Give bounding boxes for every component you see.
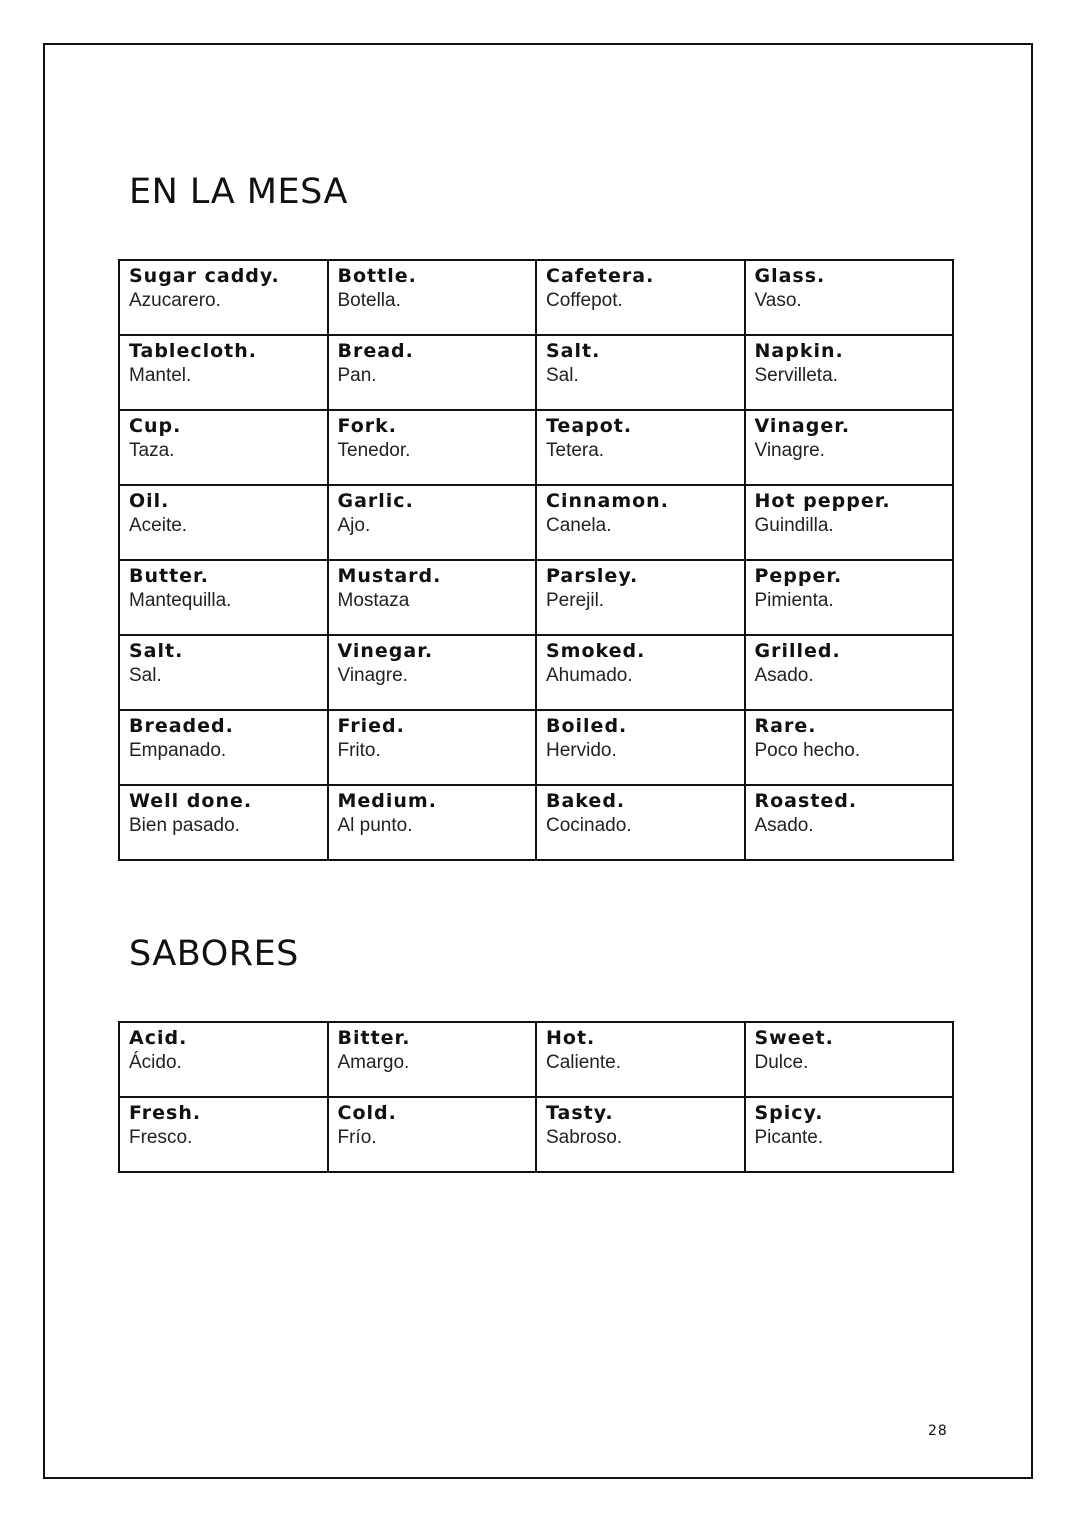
english-term: Baked. [546,790,626,812]
english-term: Cup. [129,415,182,437]
english-term: Sweet. [754,1027,834,1049]
vocab-cell [536,335,745,410]
english-term: Roasted. [754,790,858,812]
english-term: Hot pepper. [754,490,891,512]
english-term: Tasty. [546,1102,614,1124]
spanish-term: Mantel. [129,365,192,386]
vocab-cell [745,485,954,560]
vocab-cell [119,335,328,410]
section-title-sabores: SABORES [129,934,299,974]
table-row [119,1097,953,1172]
spanish-term: Picante. [754,1127,824,1148]
english-term: Breaded. [129,715,234,737]
spanish-term: Ácido. [129,1052,182,1073]
english-term: Pepper. [754,565,843,587]
english-term: Garlic. [337,490,414,512]
spanish-term: Cocinado. [546,815,632,836]
english-term: Vinegar. [337,640,434,662]
english-term: Well done. [129,790,253,812]
vocab-cell [745,1022,954,1097]
vocab-cell [536,785,745,860]
spanish-term: Canela. [546,515,612,536]
vocab-cell [536,1022,745,1097]
table-row [119,260,953,335]
table-sabores [118,1021,954,1173]
vocab-cell [536,635,745,710]
vocab-cell [119,1022,328,1097]
vocab-cell [328,1097,537,1172]
table-row [119,560,953,635]
spanish-term: Ajo. [337,515,371,536]
vocab-cell [119,260,328,335]
spanish-term: Empanado. [129,740,227,761]
table-row [119,335,953,410]
spanish-term: Asado. [754,665,814,686]
english-term: Glass. [754,265,826,287]
english-term: Mustard. [337,565,442,587]
english-term: Salt. [546,340,601,362]
english-term: Vinager. [754,415,851,437]
spanish-term: Pimienta. [754,590,834,611]
english-term: Rare. [754,715,817,737]
spanish-term: Al punto. [337,815,413,836]
vocab-cell [119,485,328,560]
vocab-cell [536,485,745,560]
spanish-term: Poco hecho. [754,740,861,761]
spanish-term: Perejil. [546,590,605,611]
vocab-cell [328,260,537,335]
english-term: Medium. [337,790,437,812]
english-term: Spicy. [754,1102,824,1124]
vocab-cell [536,710,745,785]
spanish-term: Sal. [546,365,579,386]
spanish-term: Vinagre. [754,440,825,461]
spanish-term: Pan. [337,365,377,386]
spanish-term: Dulce. [754,1052,809,1073]
spanish-term: Ahumado. [546,665,633,686]
spanish-term: Vaso. [754,290,802,311]
vocab-cell [119,710,328,785]
spanish-term: Aceite. [129,515,188,536]
spanish-term: Servilleta. [754,365,838,386]
spanish-term: Botella. [337,290,401,311]
spanish-term: Guindilla. [754,515,834,536]
vocab-cell [119,560,328,635]
english-term: Napkin. [754,340,844,362]
table-row [119,785,953,860]
table-row [119,635,953,710]
spanish-term: Mantequilla. [129,590,232,611]
page-number: 28 [928,1423,948,1439]
spanish-term: Mostaza [337,590,410,611]
english-term: Bread. [337,340,414,362]
spanish-term: Caliente. [546,1052,621,1073]
vocab-cell [536,410,745,485]
english-term: Boiled. [546,715,628,737]
vocab-cell [536,260,745,335]
english-term: Fork. [337,415,397,437]
spanish-term: Taza. [129,440,175,461]
vocab-cell [328,410,537,485]
spanish-term: Asado. [754,815,814,836]
english-term: Butter. [129,565,209,587]
table-row [119,485,953,560]
vocab-cell [328,485,537,560]
vocab-cell [328,785,537,860]
spanish-term: Fresco. [129,1127,193,1148]
spanish-term: Sal. [129,665,162,686]
english-term: Cinnamon. [546,490,669,512]
vocab-cell [745,785,954,860]
english-term: Cold. [337,1102,397,1124]
vocab-cell [328,1022,537,1097]
table-en-la-mesa [118,259,954,861]
english-term: Acid. [129,1027,188,1049]
spanish-term: Tenedor. [337,440,411,461]
english-term: Sugar caddy. [129,265,280,287]
vocab-cell [328,335,537,410]
english-term: Tablecloth. [129,340,257,362]
vocab-cell [745,410,954,485]
vocab-cell [745,1097,954,1172]
vocab-cell [745,635,954,710]
english-term: Bottle. [337,265,417,287]
english-term: Bitter. [337,1027,411,1049]
english-term: Smoked. [546,640,646,662]
spanish-term: Bien pasado. [129,815,240,836]
vocab-cell [745,335,954,410]
english-term: Oil. [129,490,170,512]
vocab-cell [119,410,328,485]
english-term: Fresh. [129,1102,202,1124]
vocab-cell [119,785,328,860]
spanish-term: Sabroso. [546,1127,623,1148]
vocab-cell [745,710,954,785]
spanish-term: Vinagre. [337,665,408,686]
vocab-cell [536,1097,745,1172]
table-row [119,710,953,785]
english-term: Teapot. [546,415,633,437]
english-term: Parsley. [546,565,639,587]
vocab-cell [119,635,328,710]
spanish-term: Hervido. [546,740,617,761]
vocab-cell [536,560,745,635]
spanish-term: Frío. [337,1127,377,1148]
english-term: Fried. [337,715,405,737]
table-row [119,410,953,485]
vocab-cell [119,1097,328,1172]
spanish-term: Tetera. [546,440,605,461]
vocab-cell [745,260,954,335]
english-term: Hot. [546,1027,596,1049]
vocab-cell [328,710,537,785]
spanish-term: Coffepot. [546,290,623,311]
vocab-cell [328,560,537,635]
spanish-term: Amargo. [337,1052,410,1073]
table-row [119,1022,953,1097]
spanish-term: Azucarero. [129,290,221,311]
vocab-cell [745,560,954,635]
english-term: Cafetera. [546,265,655,287]
section-title-en-la-mesa: EN LA MESA [129,172,348,212]
english-term: Grilled. [754,640,841,662]
english-term: Salt. [129,640,184,662]
spanish-term: Frito. [337,740,381,761]
vocab-cell [328,635,537,710]
